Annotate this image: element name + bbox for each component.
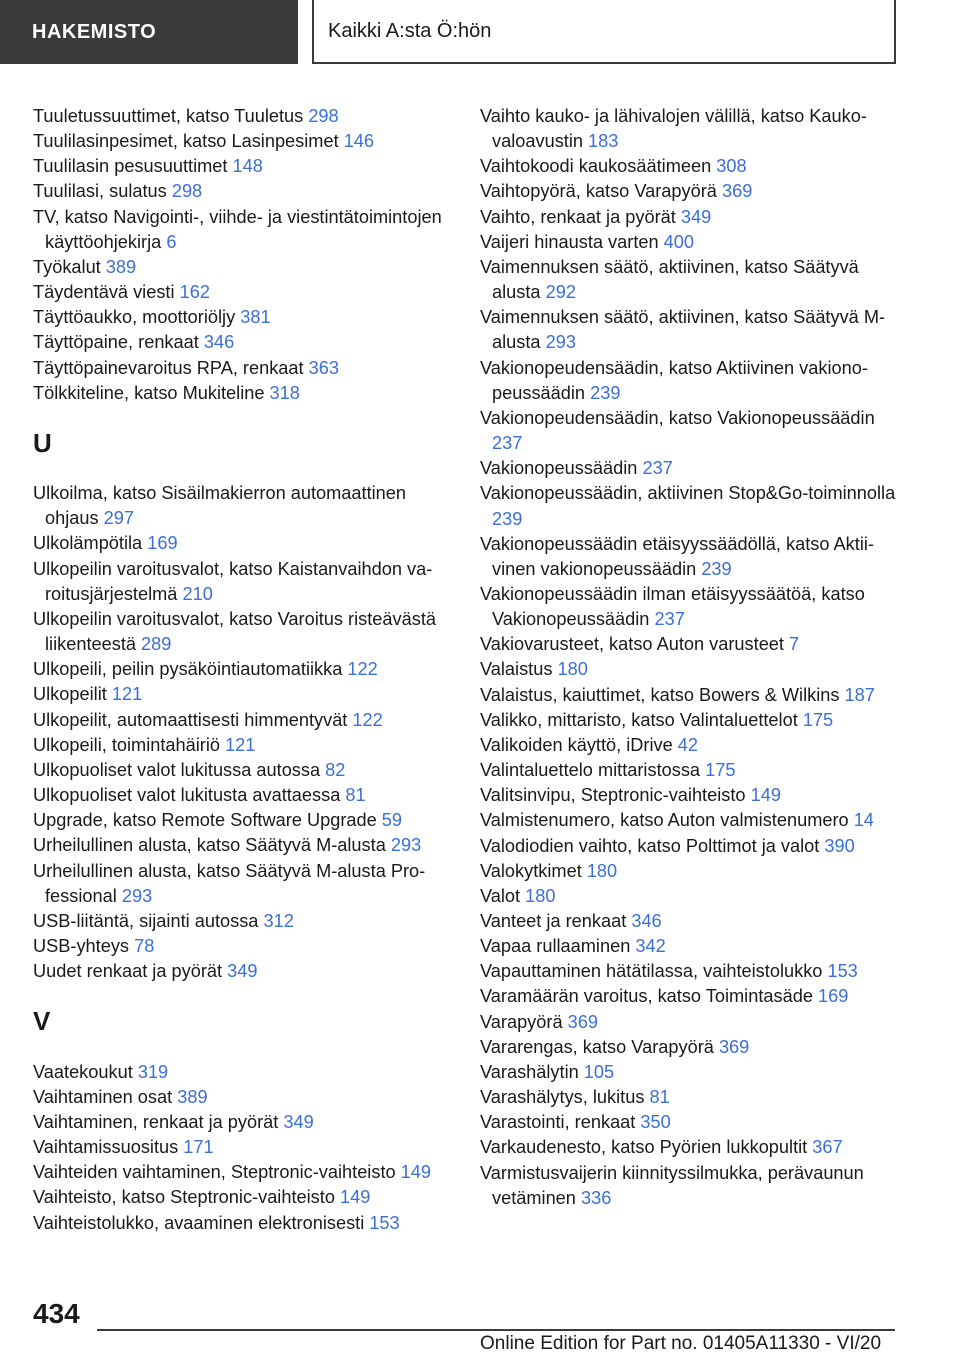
- index-page-link[interactable]: 42: [677, 734, 699, 755]
- index-entry: [33, 859, 453, 909]
- index-entry-text: Vaihteistolukko, avaaminen elektronisesti: [33, 1212, 370, 1233]
- index-entry-text: Varmistusvaijerin kiinnityssilmukka, perävaunun vetäminen: [480, 1162, 864, 1208]
- index-page-link[interactable]: 381: [240, 307, 271, 328]
- index-entry-text: Ulkopeilin varoitusvalot, katso Varoitus risteävästä liikenteestä: [33, 608, 437, 655]
- index-entry: [480, 179, 900, 204]
- index-page-link[interactable]: 169: [818, 986, 849, 1007]
- index-page-link[interactable]: 81: [649, 1087, 670, 1108]
- page-number: 434: [33, 1298, 80, 1329]
- index-page-link[interactable]: 59: [381, 810, 403, 831]
- index-page-link[interactable]: 121: [225, 734, 256, 755]
- index-entry-text: Vakionopeussäädin etäisyyssäädöllä, katso Aktiivinen vakionopeussäädin: [480, 533, 874, 579]
- index-entry-text: USB-liitäntä, sijainti autossa: [33, 910, 264, 931]
- index-entry-text: Täyttöaukko, moottoriöljy: [33, 307, 241, 328]
- index-page-link[interactable]: 349: [680, 206, 712, 227]
- index-entry: [480, 1110, 900, 1135]
- section-tab: HAKEMISTO: [0, 0, 298, 64]
- index-entry: [480, 632, 900, 657]
- index-entry: [33, 129, 453, 154]
- index-entry: [480, 1010, 900, 1035]
- index-entry: [33, 1060, 453, 1085]
- index-page-link[interactable]: 289: [141, 634, 172, 655]
- index-entry-text: Vaihtaminen osat: [33, 1086, 178, 1107]
- index-entry: [33, 733, 453, 758]
- index-entry: [480, 230, 900, 255]
- index-entry: [33, 657, 453, 682]
- index-page-link[interactable]: 237: [492, 433, 523, 454]
- index-entry-text: Tuulilasin pesusuuttimet: [33, 156, 233, 177]
- index-entry-text: Vaihto kauko- ja lähivalojen välillä, katso Kaukovaloavustin: [480, 106, 867, 152]
- index-page-link[interactable]: 389: [105, 256, 137, 277]
- index-page-link[interactable]: 153: [827, 961, 858, 982]
- index-entry-text: Vaihteisto, katso Steptronic-vaihteisto: [33, 1187, 340, 1208]
- footer-edition: Online Edition for Part no. 01405A11330 - VI/20: [480, 1333, 882, 1354]
- index-column-right: [480, 104, 900, 1211]
- index-page-link[interactable]: 363: [308, 357, 340, 378]
- index-page-link[interactable]: 319: [137, 1061, 169, 1082]
- index-page-link[interactable]: 389: [177, 1086, 208, 1107]
- index-entry: [33, 381, 453, 406]
- index-entry-text: Varashälytys, lukitus: [480, 1087, 650, 1108]
- index-entry: [480, 205, 900, 230]
- index-entry: [480, 934, 900, 959]
- index-entry-text: Vaihteiden vaihtaminen, Steptronic-vaihteisto: [33, 1162, 401, 1183]
- index-page-link[interactable]: 146: [343, 131, 375, 152]
- index-entry: [33, 557, 453, 607]
- index-page-link[interactable]: 298: [171, 181, 203, 202]
- footer-divider: [97, 1329, 895, 1331]
- index-entry: [480, 1135, 900, 1160]
- index-entry: [480, 859, 900, 884]
- index-entry: [33, 481, 453, 531]
- index-page-link[interactable]: 349: [283, 1111, 314, 1132]
- index-page-link[interactable]: 122: [352, 709, 383, 730]
- index-entry-text: Urheilullinen alusta, katso Säätyvä M-alusta Professional: [33, 860, 426, 906]
- index-entry: [480, 708, 900, 733]
- index-entry-text: Vaihtokoodi kaukosäätimeen: [480, 156, 717, 177]
- index-page-link[interactable]: 367: [812, 1137, 843, 1158]
- index-entry: [480, 884, 900, 909]
- index-entry-text: Vakionopeussäädin: [480, 458, 643, 479]
- index-entry-text: Uudet renkaat ja pyörät: [33, 961, 228, 982]
- index-entry-text: Varamäärän varoitus, katso Toimintasäde: [480, 986, 818, 1007]
- index-entry-text: USB-yhteys: [33, 935, 135, 956]
- page-header: [0, 0, 960, 66]
- index-entry-text: Ulkopeilin varoitusvalot, katso Kaistanvaihdon varoitusjärjestelmä: [33, 558, 433, 604]
- index-page-link[interactable]: 346: [203, 332, 235, 353]
- index-entry: [480, 1060, 900, 1085]
- index-entry-text: Täydentävä viesti: [33, 282, 180, 303]
- index-entry-text: Vakionopeudensäädin, katso Aktiivinen vakionopeussäädin: [480, 357, 868, 403]
- index-page-link[interactable]: 175: [705, 760, 736, 781]
- index-entry-text: Tuuletussuuttimet, katso Tuuletus: [33, 106, 309, 126]
- index-page-link[interactable]: 293: [390, 835, 422, 856]
- index-entry: [33, 1211, 453, 1236]
- index-entry: [33, 356, 453, 381]
- index-entry-text: Täyttöpaine, renkaat: [33, 332, 204, 353]
- index-entry-text: Ulkopeilit, automaattisesti himmentyvät: [33, 709, 353, 730]
- index-entry: [33, 305, 453, 330]
- index-entry: [33, 104, 453, 129]
- index-entry: [480, 356, 900, 406]
- index-entry-text: Tuulilasi, sulatus: [33, 181, 172, 202]
- index-entry: [33, 205, 453, 255]
- index-entry-text: Ulkopuoliset valot lukitusta avattaessa: [33, 785, 346, 806]
- index-entry-text: Vapaa rullaaminen: [480, 936, 636, 957]
- index-page-link[interactable]: 210: [182, 583, 213, 604]
- index-entry: [33, 255, 453, 280]
- index-entry: [480, 1035, 900, 1060]
- index-entry: [480, 406, 900, 456]
- index-entry: [480, 104, 900, 154]
- index-page-link[interactable]: 342: [635, 936, 666, 957]
- index-page-link[interactable]: 175: [802, 709, 834, 730]
- index-entry: [480, 984, 900, 1009]
- index-page-link[interactable]: 400: [663, 231, 695, 252]
- index-entry-text: Varastointi, renkaat: [480, 1112, 641, 1133]
- index-page-link[interactable]: 105: [583, 1061, 615, 1082]
- index-entry-text: Vapauttaminen hätätilassa, vaihteistolukko: [480, 961, 828, 982]
- index-entry: [480, 959, 900, 984]
- index-entry-text: Valikoiden käyttö, iDrive: [480, 734, 678, 755]
- index-page-link[interactable]: 312: [263, 910, 294, 931]
- index-entry: [480, 733, 900, 758]
- index-page-link[interactable]: 318: [269, 382, 300, 403]
- index-entry: [33, 179, 453, 204]
- index-entry: [33, 783, 453, 808]
- index-entry: [480, 1161, 900, 1211]
- index-entry: [33, 1160, 453, 1185]
- index-page-link[interactable]: 183: [588, 131, 619, 152]
- index-entry-text: Vaihto, renkaat ja pyörät: [480, 206, 681, 227]
- index-entry: [480, 758, 900, 783]
- index-page-link[interactable]: 149: [339, 1187, 371, 1208]
- index-entry-text: Valokytkimet: [480, 860, 587, 881]
- index-entry-text: Tuulilasinpesimet, katso Lasinpesimet: [33, 131, 344, 152]
- index-entry-text: Varkaudenesto, katso Pyörien lukkopultit: [480, 1137, 813, 1158]
- index-entry-text: Täyttöpainevaroitus RPA, renkaat: [33, 357, 309, 378]
- index-entry: [480, 154, 900, 179]
- index-entry-text: Valmistenumero, katso Auton valmistenumero: [480, 810, 854, 831]
- index-page-link[interactable]: 78: [134, 935, 155, 956]
- index-entry: [33, 1185, 453, 1210]
- index-entry-text: Vakionopeudensäädin, katso Vakionopeussäädin: [480, 407, 875, 428]
- index-entry: [480, 808, 900, 833]
- index-entry: [33, 682, 453, 707]
- index-page-link[interactable]: 292: [545, 282, 576, 303]
- index-page-link[interactable]: 350: [640, 1112, 671, 1133]
- index-page-link[interactable]: 187: [844, 684, 875, 705]
- index-page-link[interactable]: 239: [701, 558, 732, 579]
- index-entry: [480, 657, 900, 682]
- index-entry-text: Vaijeri hinausta varten: [480, 231, 664, 252]
- index-entry: [33, 959, 453, 984]
- index-entry-text: Vakionopeussäädin, aktiivinen Stop&Go-toiminnolla: [480, 483, 896, 504]
- index-page-link[interactable]: 148: [232, 156, 263, 177]
- index-page-link[interactable]: 81: [345, 785, 366, 806]
- index-entry-text: Vaimennuksen säätö, aktiivinen, katso Säätyvä M-alusta: [480, 307, 886, 353]
- index-entry-text: Ulkolämpötila: [33, 533, 148, 554]
- index-entry: [480, 834, 900, 859]
- index-entry-text: Vakiovarusteet, katso Auton varusteet: [480, 634, 790, 655]
- index-page-link[interactable]: 180: [525, 885, 556, 906]
- index-entry-text: Vararengas, katso Varapyörä: [480, 1036, 719, 1057]
- index-entry-text: Valaistus: [480, 659, 558, 680]
- index-page-link[interactable]: 336: [580, 1187, 612, 1208]
- index-entry-text: Valodiodien vaihto, katso Polttimot ja valot: [480, 835, 825, 856]
- section-title: Kaikki A:sta Ö:hön: [312, 0, 896, 64]
- index-entry: [33, 1135, 453, 1160]
- index-entry: [480, 683, 900, 708]
- index-entry-text: TV, katso Navigointi-, viihde- ja viestintätoimintojen käyttöohjekirja: [33, 206, 442, 252]
- index-entry: [33, 531, 453, 556]
- index-page-link[interactable]: 149: [750, 785, 781, 806]
- index-page-link[interactable]: 162: [179, 282, 210, 303]
- index-page-link[interactable]: 122: [347, 659, 378, 680]
- index-entry-text: Varapyörä: [480, 1011, 568, 1032]
- index-entry-text: Vaatekoukut: [33, 1061, 138, 1082]
- index-letter-heading: U: [33, 428, 52, 459]
- index-entry-text: Vaihtaminen, renkaat ja pyörät: [33, 1111, 284, 1132]
- index-entry: [480, 481, 900, 531]
- index-entry-text: Valintaluettelo mittaristossa: [480, 760, 706, 781]
- index-entry: [33, 280, 453, 305]
- index-entry-text: Ulkopeili, peilin pysäköintiautomatiikka: [33, 659, 348, 680]
- index-page-link[interactable]: 346: [631, 911, 662, 931]
- index-entry: [480, 305, 900, 355]
- index-entry: [33, 934, 453, 959]
- index-entry-text: Ulkoilma, katso Sisäilmakierron automaattinen ohjaus: [33, 483, 407, 529]
- index-page-link[interactable]: 308: [716, 156, 747, 177]
- index-page-link[interactable]: 239: [590, 382, 621, 403]
- index-page-link[interactable]: 237: [642, 458, 673, 479]
- index-entry-text: Vaihtopyörä, katso Varapyörä: [480, 181, 722, 202]
- index-entry: [480, 783, 900, 808]
- index-entry: [480, 255, 900, 305]
- index-entry: [33, 1110, 453, 1135]
- index-entry-text: Ulkopeilit: [33, 684, 112, 705]
- index-page-link[interactable]: 369: [567, 1011, 598, 1032]
- index-entry-text: Vaimennuksen säätö, aktiivinen, katso Säätyvä alusta: [480, 256, 859, 303]
- index-page-link[interactable]: 6: [166, 231, 177, 252]
- index-page-link[interactable]: 369: [718, 1036, 750, 1057]
- index-page-link[interactable]: 349: [227, 961, 258, 982]
- index-entry-text: Työkalut: [33, 256, 106, 277]
- index-entry: [33, 808, 453, 833]
- index-entry-text: Valaistus, kaiuttimet, katso Bowers & Wilkins: [480, 684, 845, 705]
- index-entry-text: Ulkopuoliset valot lukitussa autossa: [33, 759, 326, 780]
- index-page-link[interactable]: 293: [121, 885, 153, 906]
- index-entry-text: Valitsinvipu, Steptronic-vaihteisto: [480, 785, 751, 806]
- index-page-link[interactable]: 121: [111, 684, 143, 705]
- index-page-link[interactable]: 14: [853, 810, 874, 831]
- index-entry-text: Vaihtamissuositus: [33, 1137, 184, 1158]
- index-page-link[interactable]: 169: [147, 533, 178, 554]
- index-entry: [33, 833, 453, 858]
- index-page-link[interactable]: 149: [400, 1162, 432, 1183]
- index-entry: [480, 456, 900, 481]
- index-page-link[interactable]: 153: [369, 1212, 400, 1233]
- index-entry: [480, 532, 900, 582]
- index-page-link[interactable]: 369: [721, 181, 753, 202]
- index-page-link[interactable]: 297: [103, 508, 135, 529]
- index-entry-text: Vakionopeussäädin ilman etäisyyssäätöä, katso Vakionopeussäädin: [480, 583, 865, 630]
- index-entry-text: Ulkopeili, toimintahäiriö: [33, 734, 226, 755]
- index-entry: [33, 1085, 453, 1110]
- index-entry: [480, 582, 900, 632]
- index-entry: [480, 1085, 900, 1110]
- index-entry: [33, 154, 453, 179]
- index-entry-text: Valot: [480, 885, 526, 906]
- index-letter-heading: V: [33, 1006, 51, 1037]
- index-page-link[interactable]: 180: [557, 659, 588, 680]
- index-entry-text: Upgrade, katso Remote Software Upgrade: [33, 810, 382, 831]
- index-page-link[interactable]: 82: [325, 759, 346, 780]
- index-entry-text: Varashälytin: [480, 1061, 584, 1082]
- index-page-link[interactable]: 298: [308, 106, 339, 126]
- index-column-left: [33, 104, 453, 1236]
- index-page-link[interactable]: 293: [545, 332, 576, 353]
- index-page-link[interactable]: 171: [183, 1137, 214, 1158]
- index-entry: [33, 607, 453, 657]
- index-page-link[interactable]: 239: [492, 508, 523, 529]
- index-entry: [33, 330, 453, 355]
- index-entry: [480, 909, 900, 934]
- index-page-link[interactable]: 390: [824, 835, 855, 856]
- index-entry-text: Vanteet ja renkaat: [480, 911, 632, 931]
- index-page-link[interactable]: 7: [789, 634, 800, 655]
- index-entry: [33, 909, 453, 934]
- index-page-link[interactable]: 180: [586, 860, 618, 881]
- index-page-link[interactable]: 237: [654, 609, 685, 630]
- index-entry-text: Valikko, mittaristo, katso Valintaluettelot: [480, 709, 803, 730]
- index-entry-text: Tölkkiteline, katso Mukiteline: [33, 382, 270, 403]
- index-entry: [33, 758, 453, 783]
- index-entry-text: Urheilullinen alusta, katso Säätyvä M-alusta: [33, 835, 391, 856]
- index-entry: [33, 708, 453, 733]
